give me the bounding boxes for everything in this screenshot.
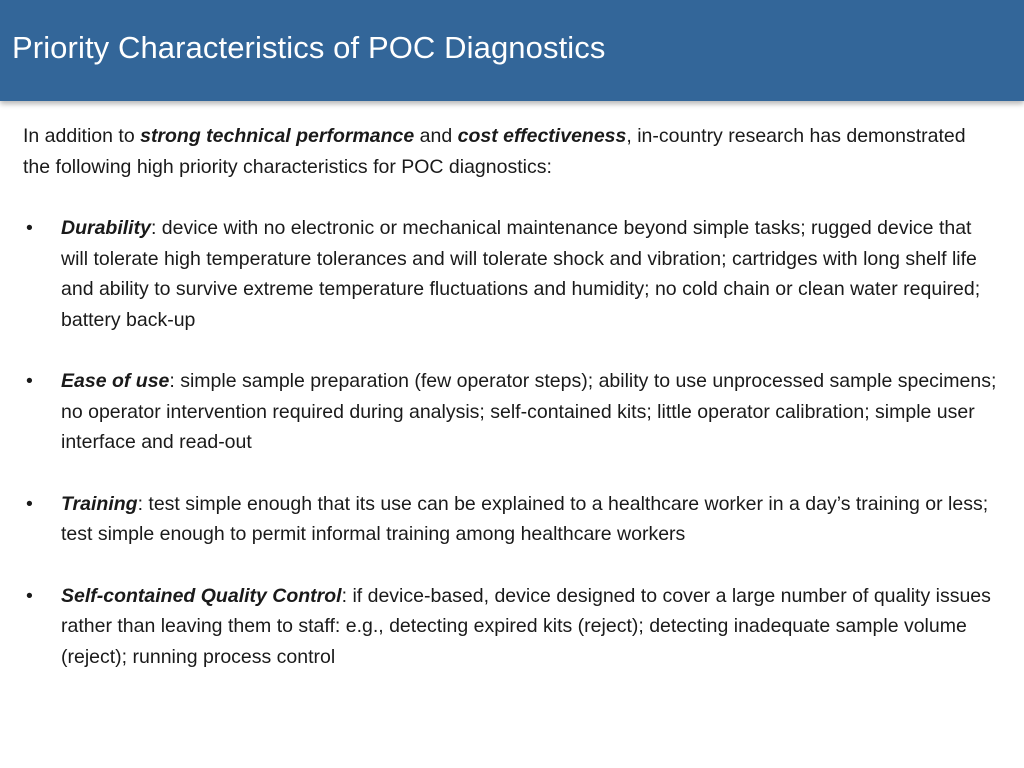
item-term: Durability [61, 217, 151, 239]
list-item-quality-control [23, 581, 998, 673]
bullet-icon: • [26, 584, 33, 607]
title-bar [0, 0, 1024, 101]
item-term: Ease of use [61, 370, 170, 392]
list-item-durability [23, 213, 998, 335]
item-description: : simple sample preparation (few operator steps); ability to use unprocessed sample specimens; no operator intervention required during analysis; self-contained kits; little operator calibration; simple user interface and read-out [61, 370, 997, 453]
item-description: : device with no electronic or mechanical maintenance beyond simple tasks; rugged device that will tolerate high temperature tolerances and will tolerate shock and vibration; cartridges with long shelf life and ability to survive extreme temperature fluctuations and humidity; no cold chain or clean water required; battery back-up [61, 217, 981, 331]
slide-title: Priority Characteristics of POC Diagnostics [12, 30, 606, 65]
list-item-ease-of-use [23, 366, 998, 458]
item-description: : test simple enough that its use can be explained to a healthcare worker in a day’s training or less; test simple enough to permit informal training among healthcare workers [61, 492, 989, 545]
intro-connector: and [414, 125, 458, 147]
intro-lead: In addition to [23, 125, 141, 147]
intro-emphasis-technical-performance: strong technical performance [140, 125, 415, 147]
bullet-icon: • [26, 217, 33, 239]
item-term: Training [61, 492, 138, 515]
intro-emphasis-cost-effectiveness: cost effectiveness [457, 125, 627, 147]
item-description: : if device-based, device designed to cover a large number of quality issues rather than leaving them to staff: e.g., detecting expired kits (reject); detecting inadequate sample volume (reject); running process control [61, 584, 991, 668]
bullet-icon: • [26, 370, 33, 392]
characteristics-list [23, 213, 998, 672]
bullet-icon: • [26, 492, 33, 515]
item-term: Self-contained Quality Control [61, 584, 342, 607]
slide-body [23, 121, 998, 703]
list-item-training [23, 489, 998, 550]
intro-paragraph [23, 121, 998, 182]
intro-tail: , in-country research has demonstrated the following high priority characteristics for POC diagnostics: [23, 125, 966, 178]
